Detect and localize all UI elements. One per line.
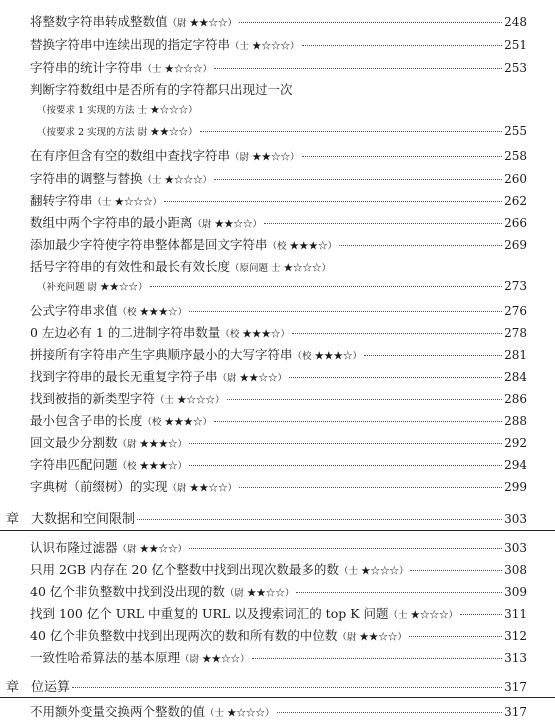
entry-note: （尉 ★★☆☆） <box>217 373 288 384</box>
chapter-marker: 章 <box>6 512 20 527</box>
entry-title: 0 左边必有 1 的二进制字符串数量 <box>30 325 221 340</box>
toc-entry <box>30 345 527 363</box>
dot-leader <box>277 712 503 713</box>
entry-note: （士 ★☆☆☆） <box>205 708 275 719</box>
dot-leader <box>409 636 502 637</box>
entry-title: 回文最少分割数 <box>30 435 118 450</box>
toc-subentry <box>37 102 527 116</box>
entry-title: 判断字符数组中是否所有的字符都只出现过一次 <box>30 82 293 97</box>
dot-leader <box>289 377 502 378</box>
entry-note: （士 ★☆☆☆） <box>142 64 213 75</box>
toc-entry <box>30 626 527 644</box>
toc-entry <box>30 213 527 231</box>
entry-note: （尉 ★★☆☆） <box>167 483 238 494</box>
entry-note: （尉 ★★☆☆） <box>192 219 263 230</box>
entry-note: （尉 ★★★☆） <box>117 439 188 450</box>
entry-page: 299 <box>504 480 527 494</box>
entry-note: （校 ★★★☆） <box>220 329 290 340</box>
toc-entry <box>30 35 527 53</box>
entry-note: （士 ★☆☆☆） <box>338 566 409 577</box>
entry-page: 276 <box>504 304 527 318</box>
entry-page: 262 <box>504 194 527 208</box>
entry-page: 251 <box>504 38 527 52</box>
dot-leader <box>164 201 502 202</box>
entry-page: 309 <box>504 585 527 599</box>
entry-note: （按要求 2 实现的方法 尉 ★★☆☆） <box>37 127 198 138</box>
dot-leader <box>339 245 502 246</box>
entry-page: 317 <box>504 705 527 719</box>
entry-note: （士 ★☆☆☆） <box>230 41 300 52</box>
entry-page: 269 <box>504 238 527 252</box>
toc-entry <box>30 146 527 164</box>
entry-page: 311 <box>504 607 527 621</box>
toc-entry <box>30 560 527 578</box>
entry-page: 292 <box>504 436 527 450</box>
entry-title: 只用 2GB 内存在 20 亿个整数中找到出现次数最多的数 <box>30 562 339 577</box>
entry-page: 312 <box>504 629 527 643</box>
dot-leader <box>214 179 502 180</box>
dot-leader <box>239 22 502 23</box>
dot-leader <box>292 333 502 334</box>
entry-page: 284 <box>504 370 527 384</box>
dot-leader <box>410 570 502 571</box>
entry-page: 248 <box>504 15 527 29</box>
entry-title: 最小包含子串的长度 <box>30 413 143 428</box>
chapter-page: 317 <box>504 680 527 694</box>
entry-title: 公式字符串求值 <box>30 303 118 318</box>
toc-subentry <box>37 279 527 293</box>
entry-page: 303 <box>504 541 527 555</box>
entry-note: （校 ★★★☆） <box>292 351 363 362</box>
dot-leader <box>189 311 502 312</box>
chapter-marker: 章 <box>6 680 20 695</box>
entry-note: （校 ★★★☆） <box>117 307 188 318</box>
entry-page: 294 <box>504 458 527 472</box>
entry-note: （士 ★☆☆☆） <box>155 395 225 406</box>
toc-entry <box>30 12 527 30</box>
dot-leader <box>239 487 502 488</box>
entry-title: 字典树（前缀树）的实现 <box>30 479 168 494</box>
dot-leader <box>302 156 503 157</box>
entry-page: 255 <box>504 124 527 138</box>
entry-page: 313 <box>504 651 527 665</box>
dot-leader <box>214 68 502 69</box>
entry-page: 253 <box>504 61 527 75</box>
entry-title: 40 亿个非负整数中找到出现两次的数和所有数的中位数 <box>30 628 338 643</box>
entry-page: 260 <box>504 172 527 186</box>
toc-entry <box>30 538 527 556</box>
toc-entry <box>30 367 527 385</box>
entry-note: （尉 ★★☆☆） <box>337 632 407 643</box>
entry-title: 拼接所有字符串产生字典顺序最小的大写字符串 <box>30 347 293 362</box>
toc-entry <box>30 433 527 451</box>
dot-leader <box>189 465 502 466</box>
dot-leader <box>227 399 503 400</box>
entry-page: 278 <box>504 326 527 340</box>
dot-leader <box>189 548 502 549</box>
toc-entry <box>30 235 527 253</box>
toc-entry <box>30 58 527 76</box>
dot-leader <box>137 519 502 520</box>
toc-entry <box>30 582 527 600</box>
dot-leader <box>189 443 502 444</box>
entry-title: 一致性哈希算法的基本原理 <box>30 650 181 665</box>
toc-entry <box>30 169 527 187</box>
dot-leader <box>252 658 503 659</box>
entry-title: 翻转字符串 <box>30 193 93 208</box>
entry-note: （士 ★☆☆☆） <box>92 197 163 208</box>
dot-leader <box>296 592 502 593</box>
chapter-divider <box>0 697 555 698</box>
dot-leader <box>364 355 502 356</box>
entry-page: 308 <box>504 563 527 577</box>
chapter-title: 位运算 <box>31 680 71 695</box>
entry-note: （尉 ★★☆☆） <box>180 654 250 665</box>
chapter-page: 303 <box>504 512 527 526</box>
entry-note: （尉 ★★☆☆） <box>224 588 295 599</box>
toc-subentry <box>37 124 527 138</box>
entry-page: 258 <box>504 149 527 163</box>
dot-leader <box>200 131 502 132</box>
toc-entry <box>30 301 527 319</box>
entry-page: 273 <box>504 279 527 293</box>
entry-title: 括号字符串的有效性和最长有效长度 <box>30 259 231 274</box>
entry-note: （校 ★★★☆） <box>142 417 213 428</box>
toc-entry <box>30 389 527 407</box>
dot-leader <box>214 421 502 422</box>
toc-entry <box>30 648 527 666</box>
toc-entry <box>30 702 527 720</box>
toc-entry <box>30 257 527 275</box>
entry-note: （尉 ★★☆☆） <box>230 152 300 163</box>
entry-title: 字符串的调整与替换 <box>30 171 143 186</box>
entry-page: 266 <box>504 216 527 230</box>
toc-entry <box>30 191 527 209</box>
chapter-title: 大数据和空间限制 <box>31 512 136 527</box>
entry-note: （校 ★★★☆） <box>117 461 188 472</box>
toc-entry <box>30 80 527 98</box>
entry-title: 数组中两个字符串的最小距离 <box>30 215 193 230</box>
entry-title: 40 亿个非负整数中找到没出现的数 <box>30 584 225 599</box>
entry-title: 字符串匹配问题 <box>30 457 118 472</box>
entry-title: 找到 100 亿个 URL 中重复的 URL 以及搜索词汇的 top K 问题 <box>30 606 389 621</box>
entry-note: （尉 ★★☆☆） <box>167 18 238 29</box>
entry-title: 在有序但含有空的数组中查找字符串 <box>30 148 231 163</box>
dot-leader <box>302 45 503 46</box>
toc-entry <box>30 455 527 473</box>
entry-title: 认识布隆过滤器 <box>30 540 118 555</box>
entry-note: （士 ★☆☆☆） <box>388 610 459 621</box>
entry-title: 添加最少字符使字符串整体都是回文字符串 <box>30 237 268 252</box>
entry-page: 286 <box>504 392 527 406</box>
chapter-heading <box>6 676 527 695</box>
dot-leader <box>460 614 502 615</box>
dot-leader <box>72 687 502 688</box>
chapter-heading <box>6 508 527 527</box>
entry-title: 找到被指的新类型字符 <box>30 391 156 406</box>
entry-note: （按要求 1 实现的方法 士 ★☆☆☆） <box>37 105 198 116</box>
toc-entry <box>30 411 527 429</box>
dot-leader <box>264 223 502 224</box>
entry-note: （校 ★★★☆） <box>267 241 338 252</box>
dot-leader <box>150 286 503 287</box>
entry-page: 288 <box>504 414 527 428</box>
toc-entry <box>30 477 527 495</box>
toc-entry <box>30 323 527 341</box>
entry-note: （原问题 士 ★☆☆☆） <box>230 263 332 274</box>
entry-title: 不用额外变量交换两个整数的值 <box>30 704 206 719</box>
entry-title: 将整数字符串转成整数值 <box>30 14 168 29</box>
entry-title: 找到字符串的最长无重复字符子串 <box>30 369 218 384</box>
entry-title: 替换字符串中连续出现的指定字符串 <box>30 37 231 52</box>
entry-note: （士 ★☆☆☆） <box>142 175 213 186</box>
chapter-divider <box>0 530 555 531</box>
entry-note: （尉 ★★☆☆） <box>117 544 188 555</box>
toc-entry <box>30 604 527 622</box>
entry-note: （补充问题 尉 ★★☆☆） <box>37 282 148 293</box>
entry-page: 281 <box>504 348 527 362</box>
entry-title: 字符串的统计字符串 <box>30 60 143 75</box>
